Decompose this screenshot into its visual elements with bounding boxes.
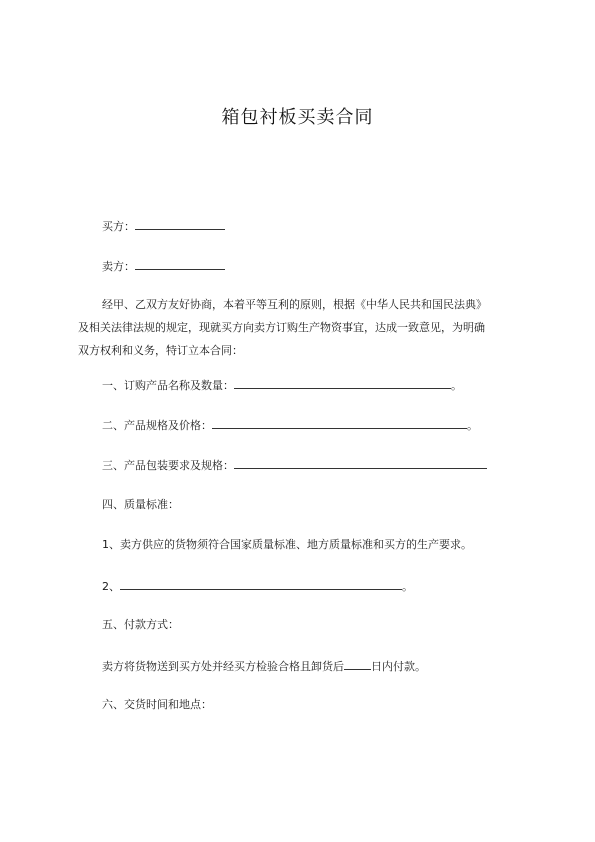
clause-period: 。	[467, 419, 478, 432]
intro-paragraph	[78, 293, 518, 362]
quality-2-blank[interactable]	[120, 577, 402, 590]
clause-label: 三、产品包装要求及规格：	[102, 459, 234, 472]
clause-quality-heading: 四、质量标准：	[102, 498, 179, 511]
clause-label: 一、订购产品名称及数量：	[102, 379, 234, 392]
clause-product-name	[102, 376, 462, 394]
payment-days-blank[interactable]	[344, 657, 371, 670]
product-name-blank[interactable]	[234, 376, 451, 389]
quality-item-2	[102, 577, 413, 595]
payment-text: 日内付款。	[371, 660, 426, 673]
clause-spec-price	[102, 416, 478, 434]
seller-line	[102, 257, 225, 275]
clause-payment-heading: 五、付款方式：	[102, 618, 179, 631]
seller-blank[interactable]	[135, 257, 225, 270]
clause-period: 。	[402, 580, 413, 593]
intro-line: 及相关法律法规的规定，现就买方向卖方订购生产物资事宜，达成一致意见，为明确	[78, 321, 485, 334]
document-title: 箱包衬板买卖合同	[221, 107, 374, 128]
spec-price-blank[interactable]	[212, 416, 467, 429]
payment-terms	[102, 657, 426, 675]
clause-period: 。	[451, 379, 462, 392]
clause-packaging	[102, 456, 487, 474]
intro-line: 经甲、乙双方友好协商，本着平等互利的原则，根据《中华人民共和国民法典》	[102, 298, 487, 311]
packaging-blank[interactable]	[234, 456, 487, 469]
buyer-line	[102, 217, 225, 235]
quality-item-number: 2、	[102, 580, 120, 593]
payment-text: 卖方将货物送到买方处并经买方检验合格且卸货后	[102, 660, 344, 673]
buyer-blank[interactable]	[135, 217, 225, 230]
clause-delivery-heading: 六、交货时间和地点：	[102, 698, 212, 711]
intro-line: 双方权利和义务，特订立本合同：	[78, 344, 243, 357]
quality-item-1: 1、卖方供应的货物须符合国家质量标准、地方质量标准和买方的生产要求。	[102, 538, 472, 551]
seller-label: 卖方：	[102, 260, 135, 273]
buyer-label: 买方：	[102, 220, 135, 233]
clause-label: 二、产品规格及价格：	[102, 419, 212, 432]
